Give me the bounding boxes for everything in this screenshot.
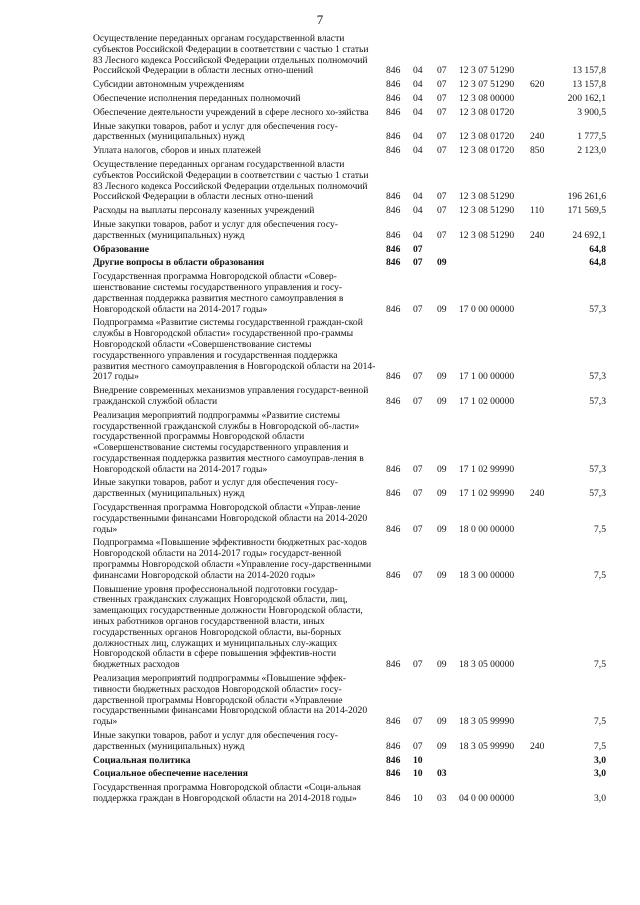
- section-code: 04: [413, 106, 423, 118]
- ministry-code: 846: [386, 243, 401, 255]
- subsection-code: 09: [437, 303, 447, 315]
- row-codes: [0, 108, 640, 119]
- row-description: Государственная программа Новгородской области «Управ-ление государственными финансами Новгородской области на 2014-2020 годы»: [93, 502, 368, 535]
- section-code: 07: [413, 257, 423, 269]
- ministry-code: 846: [386, 229, 401, 241]
- row-description: Подпрограмма «Повышение эффективности бюджетных рас-ходов Новгородской области на 2014-2017 годы» государст-венной программы Новгородской области «Управление госу-дарственными финансами Новгородской области на 2014-2020 годы»: [93, 537, 372, 581]
- row-codes: [0, 231, 640, 242]
- target-article-code: 04 0 00 00000: [459, 793, 515, 804]
- amount: 57,3: [589, 395, 606, 407]
- table-row: [0, 538, 640, 581]
- ministry-code: 846: [386, 131, 401, 143]
- row-description: Реализация мероприятий подпрограммы «Развитие системы государственной гражданской службы в Новгородской об-ласти» государственной программы Новгородской области «Совершенствование системы государственного управления и государственная поддержка развития местного самоуправ-ления в Новгородской области на 2014-2017 годы»: [93, 409, 364, 475]
- table-row: [0, 245, 640, 256]
- target-article-code: 17 1 00 00000: [459, 371, 515, 383]
- row-codes: [0, 192, 640, 203]
- amount: 57,3: [589, 463, 606, 475]
- section-code: 07: [413, 243, 423, 255]
- row-description: Образование: [93, 243, 150, 255]
- ministry-code: 846: [386, 754, 401, 766]
- table-row: [0, 756, 640, 767]
- row-description: Иные закупки товаров, работ и услуг для обеспечения госу-дарственных (муниципальных) нужд: [93, 477, 338, 500]
- table-row: [0, 258, 640, 269]
- table-row: [0, 769, 640, 780]
- section-code: 07: [413, 463, 423, 475]
- table-row: [0, 585, 640, 671]
- ministry-code: 846: [386, 716, 401, 728]
- ministry-code: 846: [386, 92, 401, 104]
- row-codes: [0, 717, 640, 728]
- target-article-code: 17 1 02 99990: [459, 488, 515, 500]
- section-code: 04: [413, 145, 423, 157]
- section-code: 07: [413, 523, 423, 535]
- row-description: Внедрение современных механизмов управления государст-венной гражданской службой области: [93, 385, 369, 407]
- subsection-code: 07: [437, 229, 447, 241]
- ministry-code: 846: [386, 488, 401, 500]
- amount: 2 123,0: [577, 145, 606, 157]
- table-row: [0, 160, 640, 203]
- subsection-code: 07: [437, 106, 447, 118]
- subsection-code: 09: [437, 395, 447, 407]
- ministry-code: 846: [386, 303, 401, 315]
- section-code: 04: [413, 205, 423, 217]
- ministry-code: 846: [386, 257, 401, 269]
- target-article-code: 12 3 08 01720: [459, 145, 515, 157]
- target-article-code: 12 3 07 51290: [459, 65, 515, 77]
- row-description: Государственная программа Новгородской области «Совер-шенствование системы государственного управления и госу-дарственная поддержка развития местного самоуправления в Новгородской области на 2014-2017 годы»: [93, 271, 344, 315]
- row-codes: [0, 660, 640, 671]
- amount: 1 777,5: [577, 131, 606, 143]
- amount: 13 157,8: [572, 79, 606, 91]
- row-codes: [0, 132, 640, 143]
- row-description: Реализация мероприятий подпрограммы «Повышение эффек-тивности бюджетных расходов Новгородской области» госу-дарственной программы Новгородской области «Управление государственными финансами Новгородской области на 2014-2020 годы»: [93, 673, 368, 728]
- ministry-code: 846: [386, 65, 401, 77]
- section-code: 07: [413, 716, 423, 728]
- row-description: Иные закупки товаров, работ и услуг для обеспечения госу-дарственных (муниципальных) нужд: [93, 120, 338, 143]
- subsection-code: 07: [437, 65, 447, 77]
- section-code: 07: [413, 488, 423, 500]
- target-article-code: 18 3 05 99990: [459, 716, 515, 728]
- row-codes: [0, 489, 640, 500]
- budget-table: [0, 34, 640, 808]
- section-code: 10: [413, 793, 423, 804]
- row-codes: [0, 305, 640, 316]
- subsection-code: 09: [437, 716, 447, 728]
- amount: 57,3: [589, 488, 606, 500]
- row-description: Обеспечение исполнения переданных полномочий: [93, 92, 301, 104]
- ministry-code: 846: [386, 768, 401, 780]
- row-codes: [0, 756, 640, 767]
- amount: 64,8: [589, 257, 606, 269]
- table-row: [0, 503, 640, 535]
- table-row: [0, 318, 640, 383]
- row-codes: [0, 258, 640, 269]
- amount: 7,5: [594, 523, 606, 535]
- subsection-code: 07: [437, 92, 447, 104]
- row-description: Субсидии автономным учреждениям: [93, 79, 245, 91]
- expense-type-code: 110: [530, 205, 545, 217]
- section-code: 07: [413, 659, 423, 671]
- table-row: [0, 220, 640, 242]
- row-codes: [0, 80, 640, 91]
- row-codes: [0, 769, 640, 780]
- table-row: [0, 146, 640, 157]
- amount: 3,0: [594, 793, 606, 804]
- subsection-code: 07: [437, 79, 447, 91]
- section-code: 04: [413, 229, 423, 241]
- expense-type-code: 240: [530, 740, 545, 752]
- table-row: [0, 108, 640, 119]
- amount: 24 692,1: [572, 229, 606, 241]
- table-row: [0, 34, 640, 77]
- table-row: [0, 122, 640, 144]
- target-article-code: 12 3 08 51290: [459, 205, 515, 217]
- section-code: 07: [413, 395, 423, 407]
- amount: 7,5: [594, 569, 606, 581]
- row-description: Повышение уровня профессиональной подготовки государ-ственных гражданских служащих Новгородской области, лиц, замещающих государственные должности Новгородской области, иных работников органов государственной власти, иных государственных органов Новгородской области, вы-борных должностных лиц, служащих и муниципальных слу-жащих Новгородской области в сфере повышения эффектив-ности бюджетных расходов: [93, 583, 363, 671]
- target-article-code: 12 3 08 00000: [459, 92, 515, 104]
- target-article-code: 12 3 08 51290: [459, 191, 515, 203]
- section-code: 04: [413, 79, 423, 91]
- row-codes: [0, 245, 640, 256]
- section-code: 10: [413, 754, 423, 766]
- subsection-code: 09: [437, 371, 447, 383]
- row-description: Осуществление переданных органам государственной власти субъектов Российской Федерации в соответствии с частью 1 статьи 83 Лесного кодекса Российской Федерации отдельных полномочий Российской Федерации в области лесных отно-шений: [93, 158, 369, 203]
- target-article-code: 12 3 08 01720: [459, 106, 515, 118]
- table-row: [0, 386, 640, 408]
- ministry-code: 846: [386, 145, 401, 157]
- amount: 7,5: [594, 716, 606, 728]
- table-row: [0, 783, 640, 805]
- row-codes: [0, 794, 640, 805]
- target-article-code: 17 0 00 00000: [459, 303, 515, 315]
- table-row: [0, 80, 640, 91]
- target-article-code: 17 1 02 99990: [459, 463, 515, 475]
- ministry-code: 846: [386, 569, 401, 581]
- row-codes: [0, 397, 640, 408]
- ministry-code: 846: [386, 191, 401, 203]
- row-description: Расходы на выплаты персоналу казенных учреждений: [93, 205, 315, 217]
- section-code: 04: [413, 131, 423, 143]
- ministry-code: 846: [386, 793, 401, 804]
- table-row: [0, 94, 640, 105]
- expense-type-code: 850: [530, 145, 545, 157]
- row-codes: [0, 372, 640, 383]
- table-row: [0, 731, 640, 753]
- amount: 196 261,6: [567, 191, 606, 203]
- section-code: 07: [413, 569, 423, 581]
- subsection-code: 07: [437, 205, 447, 217]
- target-article-code: 12 3 07 51290: [459, 79, 515, 91]
- subsection-code: 03: [437, 768, 447, 780]
- section-code: 07: [413, 371, 423, 383]
- target-article-code: 17 1 02 00000: [459, 395, 515, 407]
- expense-type-code: 620: [530, 79, 545, 91]
- table-row: [0, 411, 640, 476]
- amount: 64,8: [589, 243, 606, 255]
- amount: 7,5: [594, 659, 606, 671]
- table-row: [0, 478, 640, 500]
- amount: 171 569,5: [567, 205, 606, 217]
- expense-type-code: 240: [530, 488, 545, 500]
- ministry-code: 846: [386, 523, 401, 535]
- subsection-code: 09: [437, 740, 447, 752]
- row-codes: [0, 66, 640, 77]
- section-code: 04: [413, 92, 423, 104]
- ministry-code: 846: [386, 395, 401, 407]
- row-codes: [0, 571, 640, 582]
- row-description: Обеспечение деятельности учреждений в сфере лесного хо-зяйства: [93, 106, 369, 118]
- subsection-code: 09: [437, 659, 447, 671]
- target-article-code: 18 3 05 00000: [459, 659, 515, 671]
- section-code: 07: [413, 740, 423, 752]
- table-row: [0, 206, 640, 217]
- row-codes: [0, 206, 640, 217]
- row-description: Государственная программа Новгородской области «Соци-альная поддержка граждан в Новгородской области на 2014-2018 годы»: [93, 782, 361, 804]
- table-row: [0, 674, 640, 728]
- ministry-code: 846: [386, 79, 401, 91]
- row-description: Социальное обеспечение населения: [93, 768, 248, 780]
- amount: 3,0: [594, 768, 606, 780]
- row-codes: [0, 525, 640, 536]
- amount: 3 900,5: [577, 106, 606, 118]
- target-article-code: 12 3 08 51290: [459, 229, 515, 241]
- row-codes: [0, 94, 640, 105]
- amount: 7,5: [594, 740, 606, 752]
- row-codes: [0, 465, 640, 476]
- row-codes: [0, 742, 640, 753]
- ministry-code: 846: [386, 463, 401, 475]
- subsection-code: 09: [437, 569, 447, 581]
- subsection-code: 07: [437, 131, 447, 143]
- subsection-code: 09: [437, 488, 447, 500]
- ministry-code: 846: [386, 371, 401, 383]
- row-codes: [0, 146, 640, 157]
- amount: 57,3: [589, 303, 606, 315]
- target-article-code: 18 0 00 00000: [459, 523, 515, 535]
- ministry-code: 846: [386, 106, 401, 118]
- amount: 13 157,8: [572, 65, 606, 77]
- target-article-code: 18 3 00 00000: [459, 569, 515, 581]
- table-row: [0, 272, 640, 315]
- amount: 200 162,1: [567, 92, 606, 104]
- target-article-code: 18 3 05 99990: [459, 740, 515, 752]
- subsection-code: 03: [437, 793, 447, 804]
- section-code: 07: [413, 303, 423, 315]
- row-description: Уплата налогов, сборов и иных платежей: [93, 145, 262, 157]
- section-code: 10: [413, 768, 423, 780]
- subsection-code: 09: [437, 257, 447, 269]
- expense-type-code: 240: [530, 229, 545, 241]
- row-description: Осуществление переданных органам государственной власти субъектов Российской Федерации в соответствии с частью 1 статьи 83 Лесного кодекса Российской Федерации отдельных полномочий Российской Федерации в области лесных отно-шений: [93, 33, 369, 77]
- ministry-code: 846: [386, 659, 401, 671]
- row-description: Другие вопросы в области образования: [93, 257, 265, 269]
- subsection-code: 07: [437, 191, 447, 203]
- amount: 3,0: [594, 754, 606, 766]
- ministry-code: 846: [386, 740, 401, 752]
- page-number: 7: [316, 12, 324, 27]
- subsection-code: 07: [437, 145, 447, 157]
- row-description: Иные закупки товаров, работ и услуг для обеспечения госу-дарственных (муниципальных) нужд: [93, 218, 338, 241]
- row-description: Подпрограмма «Развитие системы государственной граждан-ской службы в Новгородской области» государственной про-граммы Новгородской области «Совершенствование системы государственного управления и государственная поддержка развития местного самоуправления в Новгородской области на 2014-2017 годы»: [93, 317, 376, 383]
- ministry-code: 846: [386, 205, 401, 217]
- section-code: 04: [413, 191, 423, 203]
- target-article-code: 12 3 08 01720: [459, 131, 515, 143]
- row-description: Иные закупки товаров, работ и услуг для обеспечения госу-дарственных (муниципальных) нужд: [93, 730, 338, 752]
- row-description: Социальная политика: [93, 754, 191, 766]
- expense-type-code: 240: [530, 131, 545, 143]
- subsection-code: 09: [437, 463, 447, 475]
- subsection-code: 09: [437, 523, 447, 535]
- amount: 57,3: [589, 371, 606, 383]
- section-code: 04: [413, 65, 423, 77]
